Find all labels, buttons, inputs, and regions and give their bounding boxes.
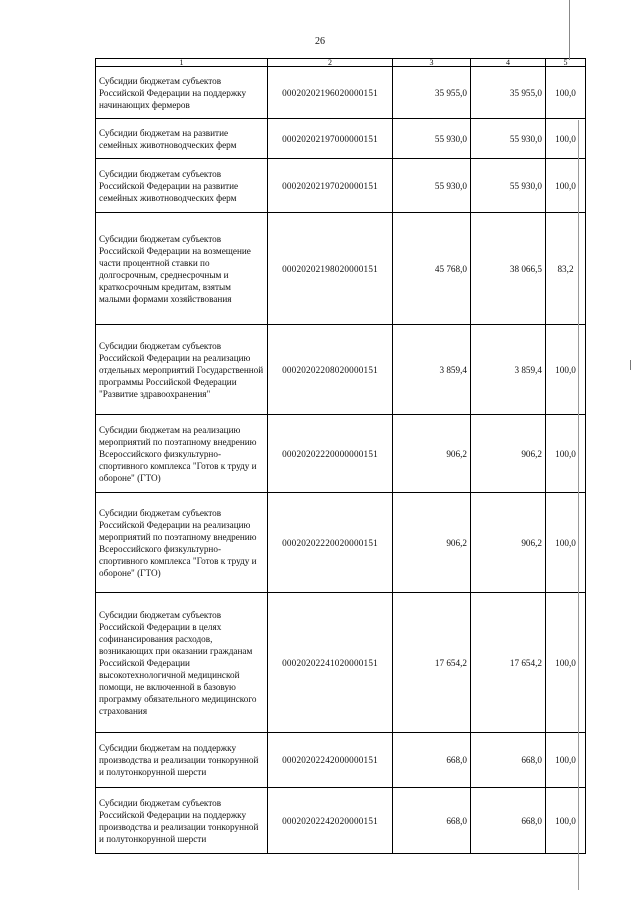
table-row — [96, 493, 586, 593]
page-number: 26 — [315, 36, 325, 47]
row-name: Субсидии бюджетам субъектов Российской Федерации на реализацию отдельных мероприятий Государственной программы Российской Федерации "Развитие здравоохранения" — [96, 325, 268, 415]
row-col5: 100,0 — [546, 325, 586, 415]
row-col4: 55 930,0 — [471, 119, 546, 159]
row-col5: 100,0 — [546, 159, 586, 213]
row-col5: 100,0 — [546, 415, 586, 493]
row-col4: 35 955,0 — [471, 67, 546, 119]
row-name: Субсидии бюджетам субъектов Российской Федерации на возмещение части процентной ставки по долгосрочным, среднесрочным и краткосрочным кредитам, взятым малыми формами хозяйствования — [96, 213, 268, 325]
row-col3: 668,0 — [393, 733, 471, 788]
row-code: 00020202242020000151 — [268, 788, 393, 854]
row-col5: 100,0 — [546, 733, 586, 788]
column-number: 1 — [96, 59, 268, 67]
column-number: 2 — [268, 59, 393, 67]
row-code: 00020202196020000151 — [268, 67, 393, 119]
scan-artifact-line — [578, 120, 579, 890]
row-col4: 17 654,2 — [471, 593, 546, 733]
table-row — [96, 213, 586, 325]
scan-artifact-line — [569, 0, 570, 60]
row-name: Субсидии бюджетам на реализацию мероприятий по поэтапному внедрению Всероссийского физкультурно-спортивного комплекса "Готов к труду и обороне" (ГТО) — [96, 415, 268, 493]
row-col5: 100,0 — [546, 593, 586, 733]
row-col4: 38 066,5 — [471, 213, 546, 325]
row-code: 00020202198020000151 — [268, 213, 393, 325]
row-code: 00020202197000000151 — [268, 119, 393, 159]
row-col3: 668,0 — [393, 788, 471, 854]
row-code: 00020202242000000151 — [268, 733, 393, 788]
column-number: 3 — [393, 59, 471, 67]
table-row — [96, 325, 586, 415]
row-col3: 45 768,0 — [393, 213, 471, 325]
row-col3: 55 930,0 — [393, 159, 471, 213]
table-row — [96, 119, 586, 159]
table-row — [96, 593, 586, 733]
row-name: Субсидии бюджетам на развитие семейных животноводческих ферм — [96, 119, 268, 159]
row-code: 00020202220000000151 — [268, 415, 393, 493]
row-name: Субсидии бюджетам на поддержку производства и реализации тонкорунной и полутонкорунной шерсти — [96, 733, 268, 788]
row-col5: 83,2 — [546, 213, 586, 325]
table-row — [96, 67, 586, 119]
row-col5: 100,0 — [546, 788, 586, 854]
row-col4: 55 930,0 — [471, 159, 546, 213]
row-col5: 100,0 — [546, 67, 586, 119]
row-col4: 3 859,4 — [471, 325, 546, 415]
row-col4: 668,0 — [471, 733, 546, 788]
row-code: 00020202220020000151 — [268, 493, 393, 593]
column-number-row — [96, 59, 586, 67]
scan-artifact-line — [630, 360, 631, 370]
row-code: 00020202197020000151 — [268, 159, 393, 213]
column-number: 4 — [471, 59, 546, 67]
row-col3: 3 859,4 — [393, 325, 471, 415]
row-col4: 906,2 — [471, 493, 546, 593]
table-row — [96, 159, 586, 213]
row-col5: 100,0 — [546, 119, 586, 159]
table-row — [96, 733, 586, 788]
row-col5: 100,0 — [546, 493, 586, 593]
row-col3: 906,2 — [393, 493, 471, 593]
row-col4: 906,2 — [471, 415, 546, 493]
row-col4: 668,0 — [471, 788, 546, 854]
row-name: Субсидии бюджетам субъектов Российской Федерации на поддержку начинающих фермеров — [96, 67, 268, 119]
table-row — [96, 415, 586, 493]
row-col3: 55 930,0 — [393, 119, 471, 159]
row-code: 00020202208020000151 — [268, 325, 393, 415]
column-number: 5 — [546, 59, 586, 67]
table-row — [96, 788, 586, 854]
row-col3: 906,2 — [393, 415, 471, 493]
row-name: Субсидии бюджетам субъектов Российской Федерации на реализацию мероприятий по поэтапному внедрению Всероссийского физкультурно-спортивного комплекса "Готов к труду и обороне" (ГТО) — [96, 493, 268, 593]
row-col3: 17 654,2 — [393, 593, 471, 733]
row-code: 00020202241020000151 — [268, 593, 393, 733]
row-name: Субсидии бюджетам субъектов Российской Федерации в целях софинансирования расходов, возникающих при оказании гражданам Российской Федерации высокотехнологичной медицинской помощи, не включенной в базовую программу обязательного медицинского страхования — [96, 593, 268, 733]
row-name: Субсидии бюджетам субъектов Российской Федерации на поддержку производства и реализации тонкорунной и полутонкорунной шерсти — [96, 788, 268, 854]
budget-table — [95, 58, 586, 854]
row-col3: 35 955,0 — [393, 67, 471, 119]
row-name: Субсидии бюджетам субъектов Российской Федерации на развитие семейных животноводческих ферм — [96, 159, 268, 213]
